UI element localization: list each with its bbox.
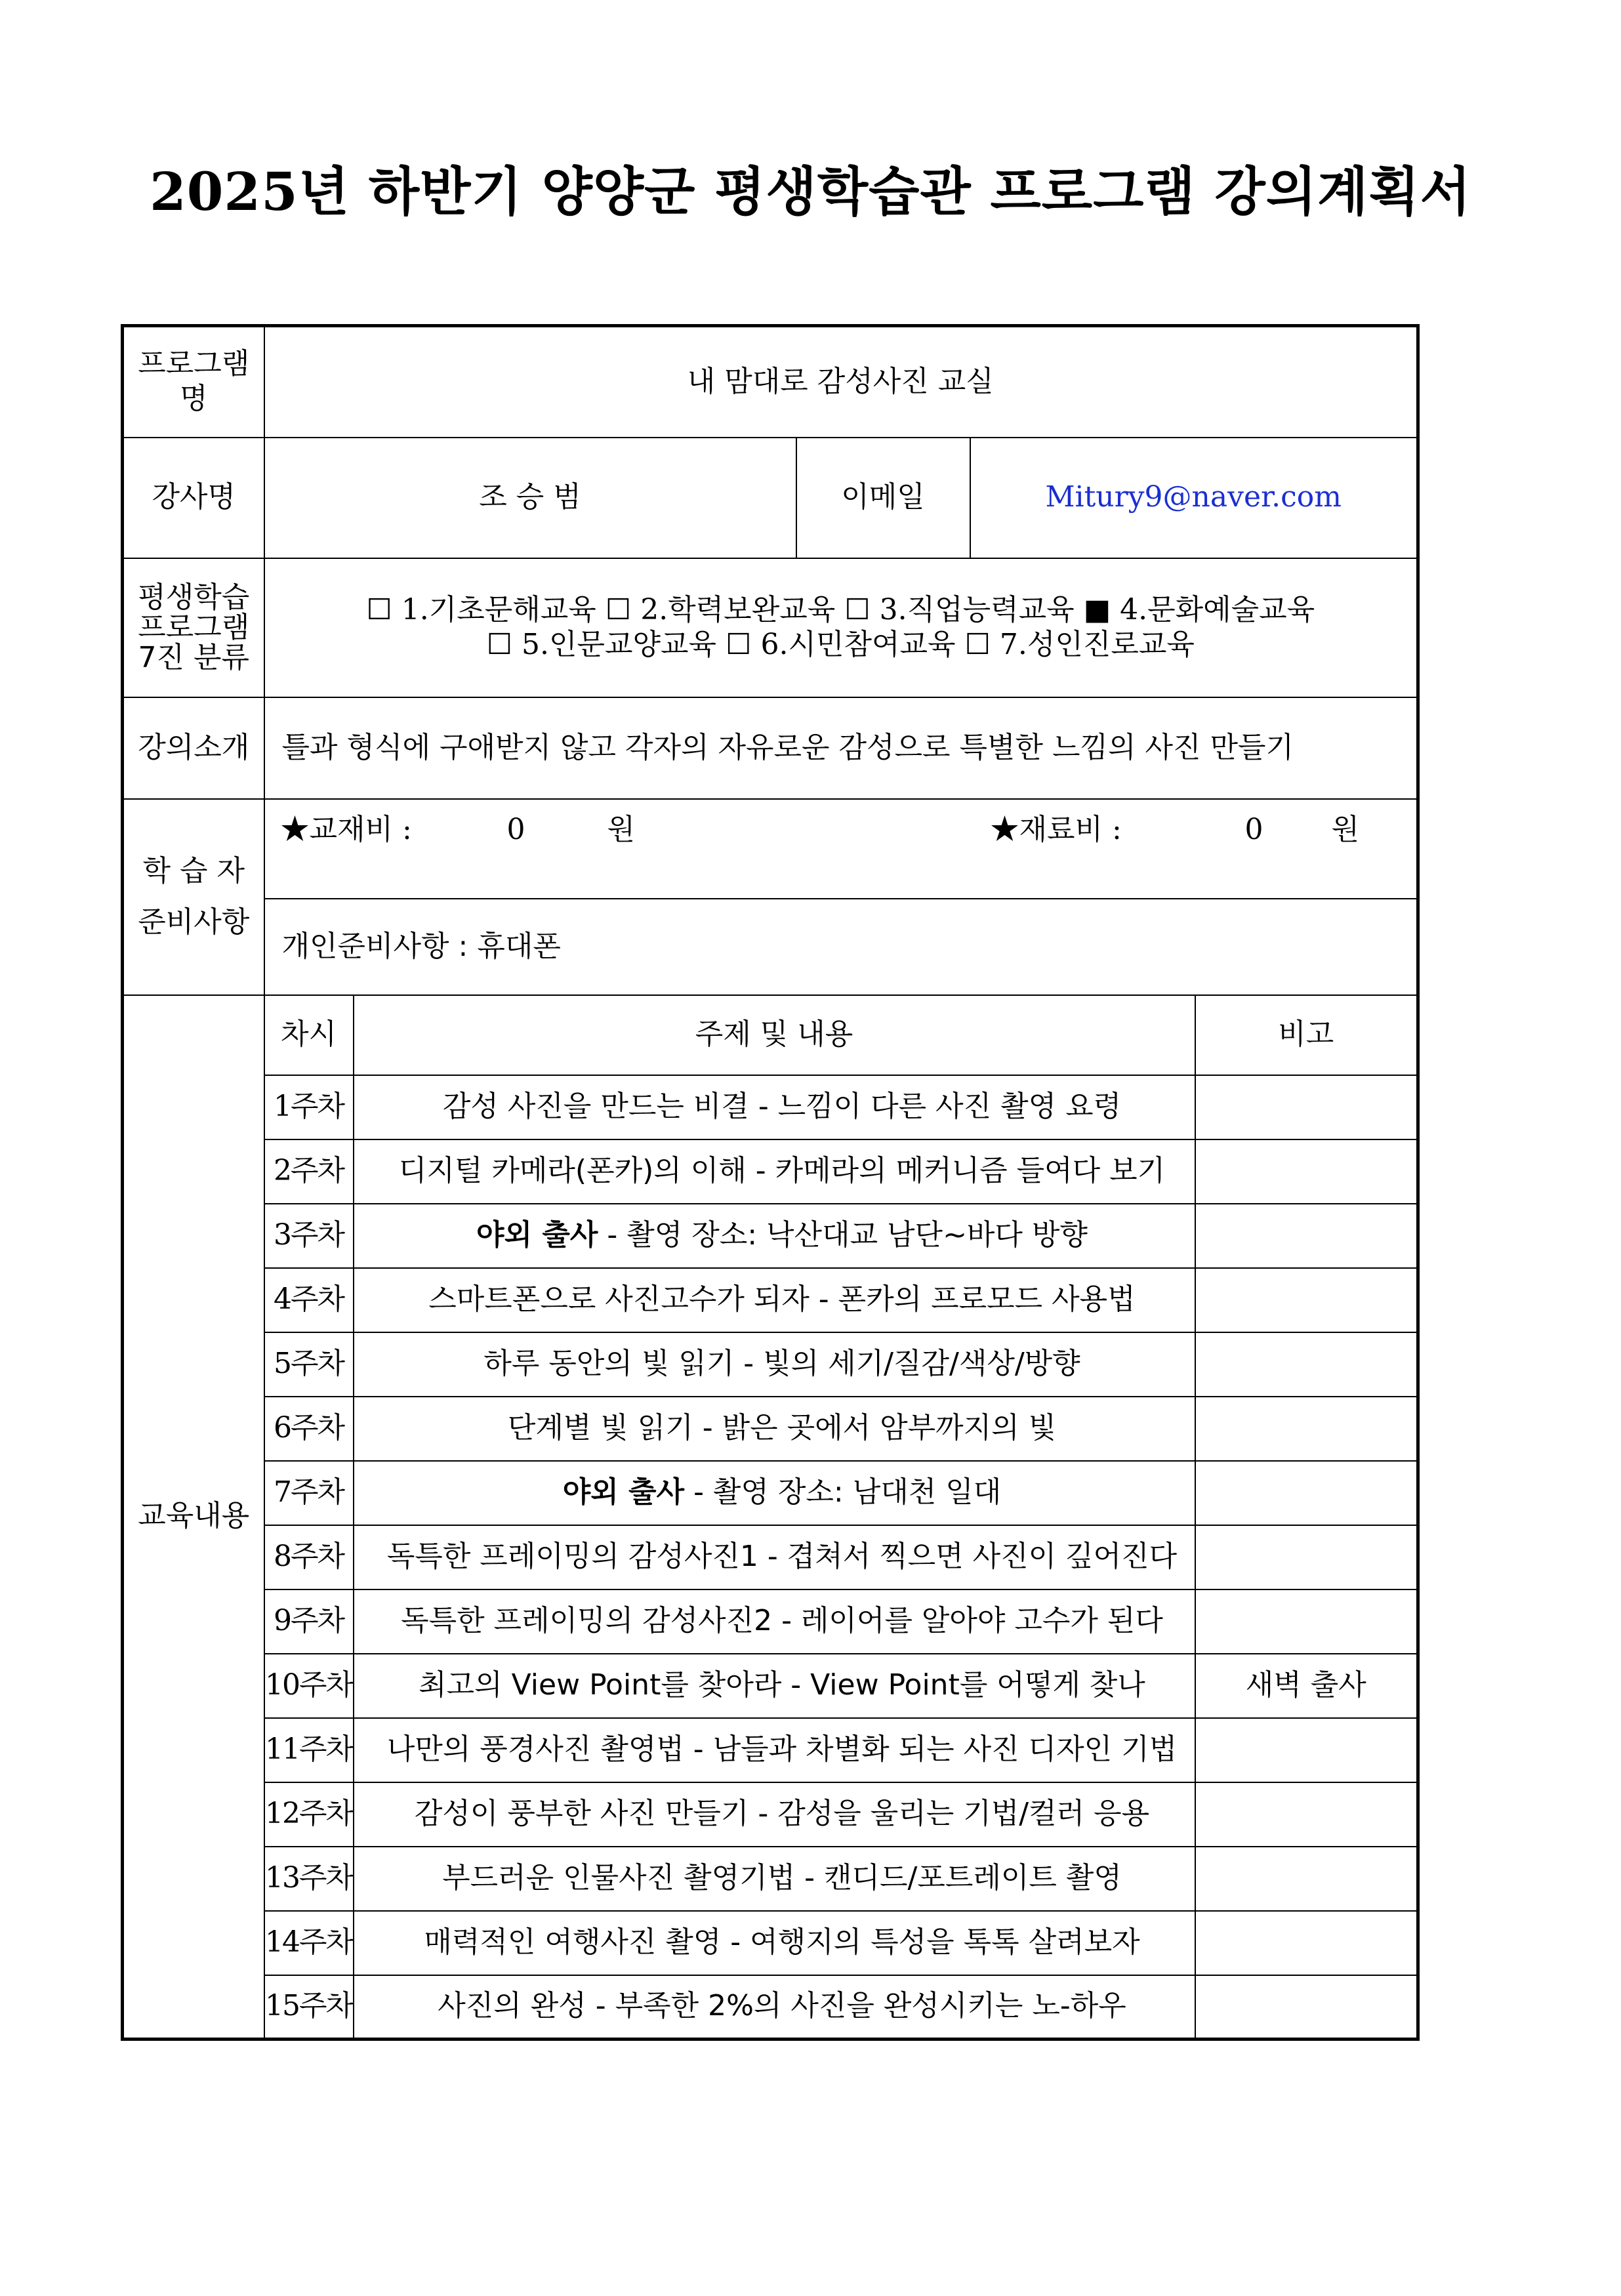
week-cell: 8주차	[264, 1525, 354, 1589]
content-text: 최고의 View Point를 찾아라 - View Point를 어떻게 찾나	[419, 1668, 1145, 1702]
content-cell	[354, 1268, 1195, 1332]
week-cell: 4주차	[264, 1268, 354, 1332]
week-cell: 10주차	[264, 1654, 354, 1718]
curriculum-header-row	[123, 995, 1418, 1075]
week-cell: 3주차	[264, 1204, 354, 1268]
category-options-line-2: ☐ 5.인문교양교육 ☐ 6.시민참여교육 ☐ 7.성인진로교육	[486, 627, 1195, 661]
personal-prep: 개인준비사항 : 휴대폰	[264, 899, 1418, 995]
category-row	[123, 558, 1418, 697]
content-text: - 촬영 장소: 남대천 일대	[684, 1475, 1002, 1509]
intro-label: 강의소개	[123, 697, 264, 799]
week-cell: 5주차	[264, 1332, 354, 1397]
table-row	[123, 1139, 1418, 1204]
content-text: 독특한 프레이밍의 감성사진1 - 겹쳐서 찍으면 사진이 깊어진다	[386, 1540, 1178, 1574]
content-cell	[354, 1075, 1195, 1139]
category-label-line: 프로그램	[138, 610, 250, 644]
prep-personal-row	[123, 899, 1418, 995]
content-cell	[354, 1139, 1195, 1204]
lecture-plan-table	[121, 324, 1420, 2041]
note-cell	[1195, 1397, 1418, 1461]
table-row	[123, 1525, 1418, 1589]
content-cell	[354, 1525, 1195, 1589]
content-cell	[354, 1204, 1195, 1268]
content-cell	[354, 1718, 1195, 1782]
table-row	[123, 1397, 1418, 1461]
content-cell	[354, 1782, 1195, 1847]
document-title: 2025년 하반기 양양군 평생학습관 프로그램 강의계획서	[150, 161, 1471, 222]
note-header: 비고	[1195, 995, 1418, 1075]
note-cell	[1195, 1782, 1418, 1847]
content-text: 감성 사진을 만드는 비결 - 느낌이 다른 사진 촬영 요령	[442, 1090, 1122, 1124]
program-name: 내 맘대로 감성사진 교실	[264, 326, 1418, 438]
instructor-row	[123, 438, 1418, 558]
note-cell	[1195, 1975, 1418, 2040]
week-cell: 14주차	[264, 1911, 354, 1975]
week-cell: 6주차	[264, 1397, 354, 1461]
note-cell	[1195, 1332, 1418, 1397]
content-text: 부드러운 인물사진 촬영기법 - 캔디드/포트레이트 촬영	[442, 1861, 1122, 1895]
table-row	[123, 1268, 1418, 1332]
content-cell	[354, 1589, 1195, 1654]
content-text: 디지털 카메라(폰카)의 이해 - 카메라의 메커니즘 들여다 보기	[398, 1154, 1166, 1188]
note-cell	[1195, 1204, 1418, 1268]
table-row	[123, 1332, 1418, 1397]
prep-label-line: 준비사항	[138, 905, 250, 939]
week-cell: 7주차	[264, 1461, 354, 1525]
category-options-line-1: ☐ 1.기초문해교육 ☐ 2.학력보완교육 ☐ 3.직업능력교육 ■ 4.문화예술교육	[366, 592, 1315, 626]
session-header: 차시	[264, 995, 354, 1075]
table-row	[123, 1718, 1418, 1782]
content-text: 매력적인 여행사진 촬영 - 여행지의 특성을 톡톡 살려보자	[424, 1925, 1140, 1959]
program-label: 프로그램명	[123, 326, 264, 438]
content-cell	[354, 1654, 1195, 1718]
week-cell: 12주차	[264, 1782, 354, 1847]
category-label-line: 평생학습	[138, 580, 250, 614]
topic-header: 주제 및 내용	[354, 995, 1195, 1075]
table-row	[123, 1075, 1418, 1139]
category-options	[264, 558, 1418, 697]
prep-fee-row	[123, 799, 1418, 899]
category-label	[123, 558, 264, 697]
week-cell: 13주차	[264, 1847, 354, 1911]
table-row	[123, 1204, 1418, 1268]
content-cell	[354, 1461, 1195, 1525]
week-cell: 2주차	[264, 1139, 354, 1204]
content-cell	[354, 1975, 1195, 2040]
content-text: 하루 동안의 빛 읽기 - 빛의 세기/질감/색상/방향	[483, 1347, 1080, 1381]
program-row	[123, 326, 1418, 438]
supply-fee-value: 0	[1244, 812, 1263, 846]
supply-fee-unit: 원	[1331, 812, 1360, 846]
intro-text: 틀과 형식에 구애받지 않고 각자의 자유로운 감성으로 특별한 느낌의 사진 만들기	[264, 697, 1418, 799]
table-row	[123, 1461, 1418, 1525]
note-cell	[1195, 1268, 1418, 1332]
content-cell	[354, 1847, 1195, 1911]
table-row	[123, 1782, 1418, 1847]
note-cell	[1195, 1461, 1418, 1525]
content-text: 감성이 풍부한 사진 만들기 - 감성을 울리는 기법/컬러 응용	[414, 1797, 1150, 1831]
email-link[interactable]: Mitury9@naver.com	[970, 438, 1418, 558]
intro-row	[123, 697, 1418, 799]
content-text: 사진의 완성 - 부족한 2%의 사진을 완성시키는 노-하우	[438, 1989, 1126, 2023]
note-cell	[1195, 1718, 1418, 1782]
prep-label	[123, 799, 264, 995]
note-cell	[1195, 1075, 1418, 1139]
content-cell	[354, 1332, 1195, 1397]
table-row	[123, 1911, 1418, 1975]
content-emphasis: 야외 출사	[476, 1218, 598, 1252]
content-cell	[354, 1911, 1195, 1975]
note-cell	[1195, 1139, 1418, 1204]
week-cell: 9주차	[264, 1589, 354, 1654]
note-cell	[1195, 1911, 1418, 1975]
instructor-name: 조 승 범	[264, 438, 796, 558]
material-fee-label: ★교재비 :	[280, 812, 412, 846]
table-row	[123, 1589, 1418, 1654]
curriculum-label: 교육내용	[123, 995, 264, 2040]
week-cell: 1주차	[264, 1075, 354, 1139]
content-emphasis: 야외 출사	[562, 1475, 685, 1509]
material-fee-unit: 원	[607, 812, 636, 846]
content-text: 나만의 풍경사진 촬영법 - 남들과 차별화 되는 사진 디자인 기법	[386, 1732, 1178, 1767]
prep-label-line: 학 습 자	[142, 854, 245, 888]
email-label: 이메일	[796, 438, 970, 558]
week-cell: 11주차	[264, 1718, 354, 1782]
note-cell	[1195, 1525, 1418, 1589]
content-text: 스마트폰으로 사진고수가 되자 - 폰카의 프로모드 사용법	[428, 1282, 1136, 1317]
content-text: - 촬영 장소: 낙산대교 남단~바다 방향	[598, 1218, 1088, 1252]
note-cell	[1195, 1589, 1418, 1654]
fee-cell	[264, 799, 1418, 899]
content-text: 단계별 빛 읽기 - 밝은 곳에서 암부까지의 빛	[507, 1411, 1057, 1445]
note-cell	[1195, 1847, 1418, 1911]
note-cell: 새벽 출사	[1195, 1654, 1418, 1718]
table-row	[123, 1847, 1418, 1911]
category-label-line: 7진 분류	[138, 640, 249, 674]
supply-fee-label: ★재료비 :	[990, 812, 1122, 846]
table-row	[123, 1975, 1418, 2040]
material-fee-value: 0	[506, 812, 525, 846]
week-cell: 15주차	[264, 1975, 354, 2040]
table-row	[123, 1654, 1418, 1718]
content-cell	[354, 1397, 1195, 1461]
instructor-label: 강사명	[123, 438, 264, 558]
content-text: 독특한 프레이밍의 감성사진2 - 레이어를 알아야 고수가 된다	[401, 1604, 1163, 1638]
